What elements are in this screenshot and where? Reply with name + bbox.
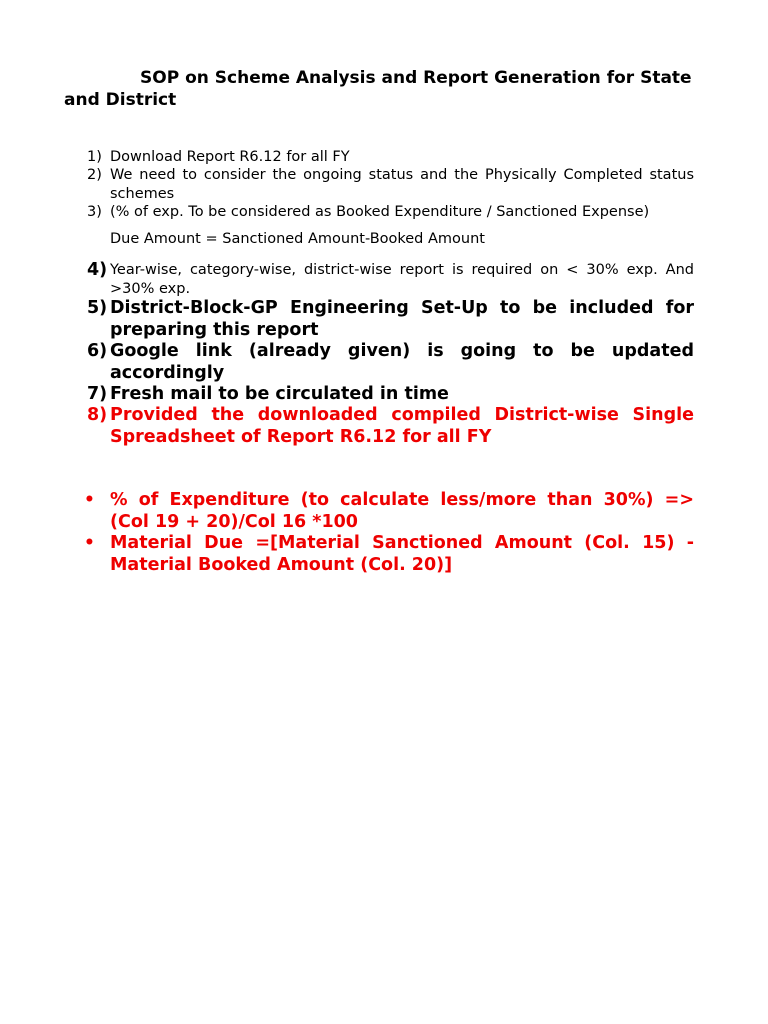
- list-number: 7): [87, 384, 108, 404]
- bullet-dot-icon: •: [84, 533, 95, 553]
- list-item-4: [87, 261, 694, 298]
- list-item-5: [87, 298, 694, 341]
- bullet-text: % of Expenditure (to calculate less/more than 30%) => (Col 19 + 20)/Col 16 *100: [110, 490, 694, 532]
- list-number: 4): [87, 260, 108, 280]
- list-text: Google link (already given) is going to be updated accordingly: [110, 341, 694, 383]
- list-number: 3): [87, 204, 102, 220]
- list-text: Fresh mail to be circulated in time: [110, 384, 449, 404]
- list-item-8: [87, 405, 694, 448]
- bullet-dot-icon: •: [84, 490, 95, 510]
- list-item-2: [87, 166, 694, 203]
- list-text: Year-wise, category-wise, district-wise report is required on < 30% exp. And >30% exp.: [110, 262, 694, 297]
- list-number: 5): [87, 298, 108, 318]
- document-title: SOP on Scheme Analysis and Report Generation for State and District: [64, 68, 692, 110]
- list-number: 2): [87, 167, 102, 183]
- list-text: (% of exp. To be considered as Booked Expenditure / Sanctioned Expense): [110, 204, 650, 220]
- list-text: Download Report R6.12 for all FY: [110, 149, 350, 165]
- list-item-1: [87, 148, 694, 167]
- list-text: We need to consider the ongoing status and the Physically Completed status schemes: [110, 167, 694, 202]
- bullet-expenditure-formula: [84, 489, 694, 533]
- list-number: 6): [87, 341, 108, 361]
- list-text: District-Block-GP Engineering Set-Up to be included for preparing this report: [110, 298, 694, 340]
- due-amount-formula: Due Amount = Sanctioned Amount-Booked Amount: [110, 231, 485, 247]
- bullet-text: Material Due =[Material Sanctioned Amount (Col. 15) - Material Booked Amount (Col. 20)]: [110, 533, 694, 575]
- list-number: 1): [87, 149, 102, 165]
- list-text: Provided the downloaded compiled District-wise Single Spreadsheet of Report R6.12 for all FY: [110, 405, 694, 447]
- list-item-3: [87, 203, 694, 222]
- list-item-6: [87, 341, 694, 384]
- bullet-material-due-formula: [84, 532, 694, 576]
- list-number: 8): [87, 405, 108, 425]
- list-item-7: [87, 384, 694, 406]
